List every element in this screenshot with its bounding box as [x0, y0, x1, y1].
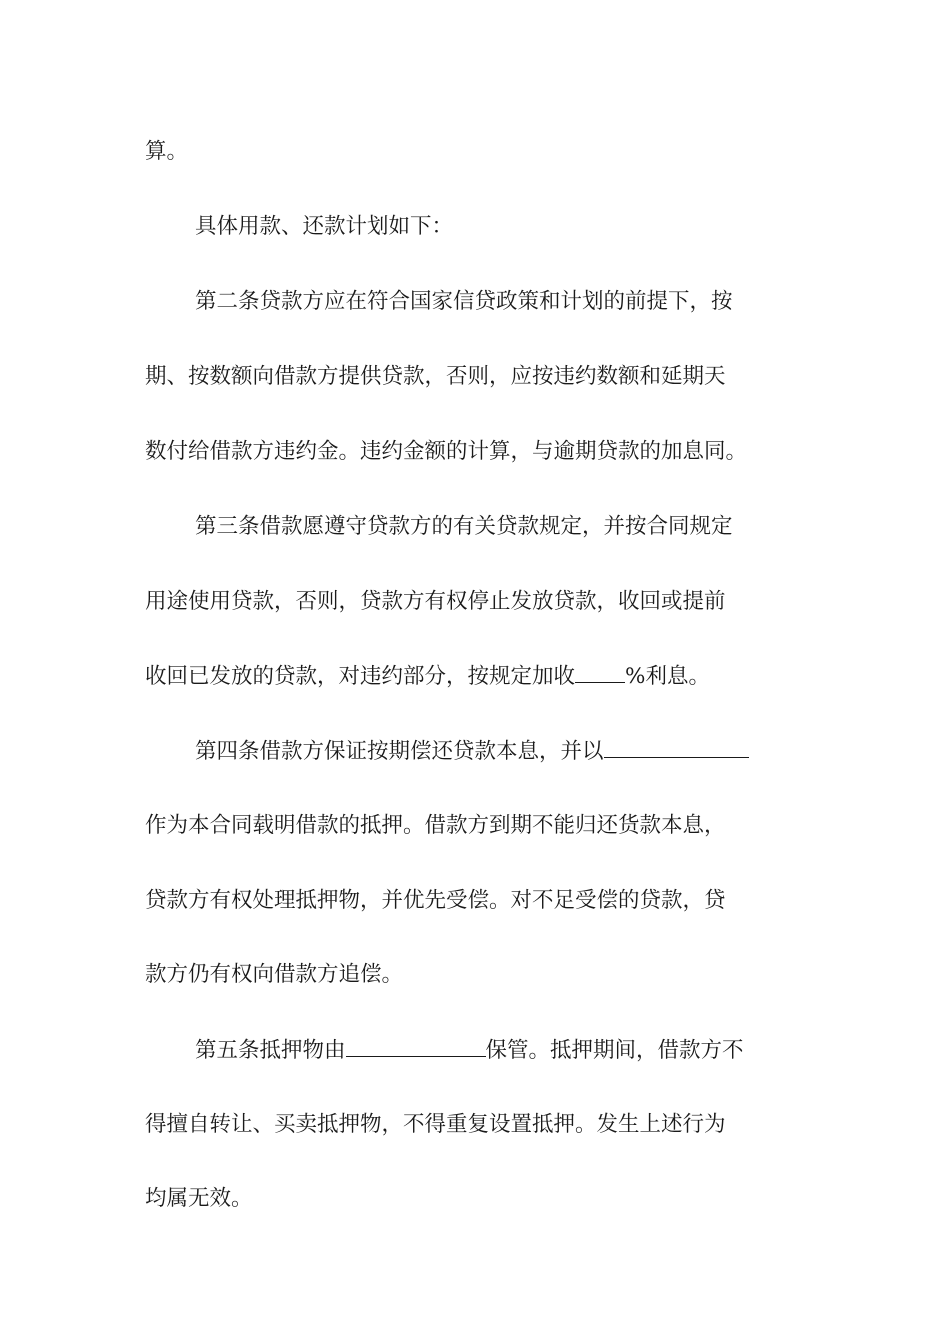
text-line: [145, 434, 810, 470]
fill-in-blank: [575, 658, 625, 683]
text-line: [145, 584, 810, 620]
line-text: 第五条抵押物由: [195, 1038, 346, 1063]
fill-in-blank: [604, 733, 749, 758]
text-line: [145, 957, 810, 993]
fill-in-blank: [346, 1032, 486, 1057]
line-text: 期、按数额向借款方提供贷款，否则，应按违约数额和延期天: [145, 364, 726, 389]
paragraph-plan: [195, 209, 810, 245]
text-line: [145, 1181, 810, 1217]
line-text: 第二条贷款方应在符合国家信贷政策和计划的前提下，按: [195, 289, 733, 314]
line-text: 均属无效。: [145, 1186, 253, 1211]
text-line: [145, 808, 810, 844]
paragraph-article-4: [195, 733, 810, 769]
line-text: 具体用款、还款计划如下：: [195, 214, 454, 239]
line-text: %利息。: [625, 664, 710, 689]
text-line: [145, 134, 810, 170]
paragraph-article-5: [195, 1032, 810, 1068]
text-line: [145, 658, 810, 694]
line-text: 算。: [145, 139, 189, 164]
line-text: 保管。抵押期间，借款方不: [485, 1038, 744, 1063]
line-text: 贷款方有权处理抵押物，并优先受偿。对不足受偿的贷款，贷: [145, 888, 726, 913]
text-line: [145, 359, 810, 395]
line-text: 数付给借款方违约金。违约金额的计算，与逾期贷款的加息同。: [145, 439, 748, 464]
line-text: 款方仍有权向借款方追偿。: [145, 962, 404, 987]
line-text: 作为本合同载明借款的抵押。借款方到期不能归还货款本息，: [145, 813, 726, 838]
paragraph-article-3: [195, 509, 810, 545]
line-text: 收回已发放的贷款，对违约部分，按规定加收: [145, 664, 576, 689]
paragraph-article-2: [195, 284, 810, 320]
line-text: 第四条借款方保证按期偿还贷款本息，并以: [195, 739, 604, 764]
line-text: 用途使用贷款，否则，贷款方有权停止发放贷款，收回或提前: [145, 589, 726, 614]
text-line: [145, 1107, 810, 1143]
text-line: [145, 883, 810, 919]
line-text: 得擅自转让、买卖抵押物，不得重复设置抵押。发生上述行为: [145, 1112, 726, 1137]
line-text: 第三条借款愿遵守贷款方的有关贷款规定，并按合同规定: [195, 514, 733, 539]
